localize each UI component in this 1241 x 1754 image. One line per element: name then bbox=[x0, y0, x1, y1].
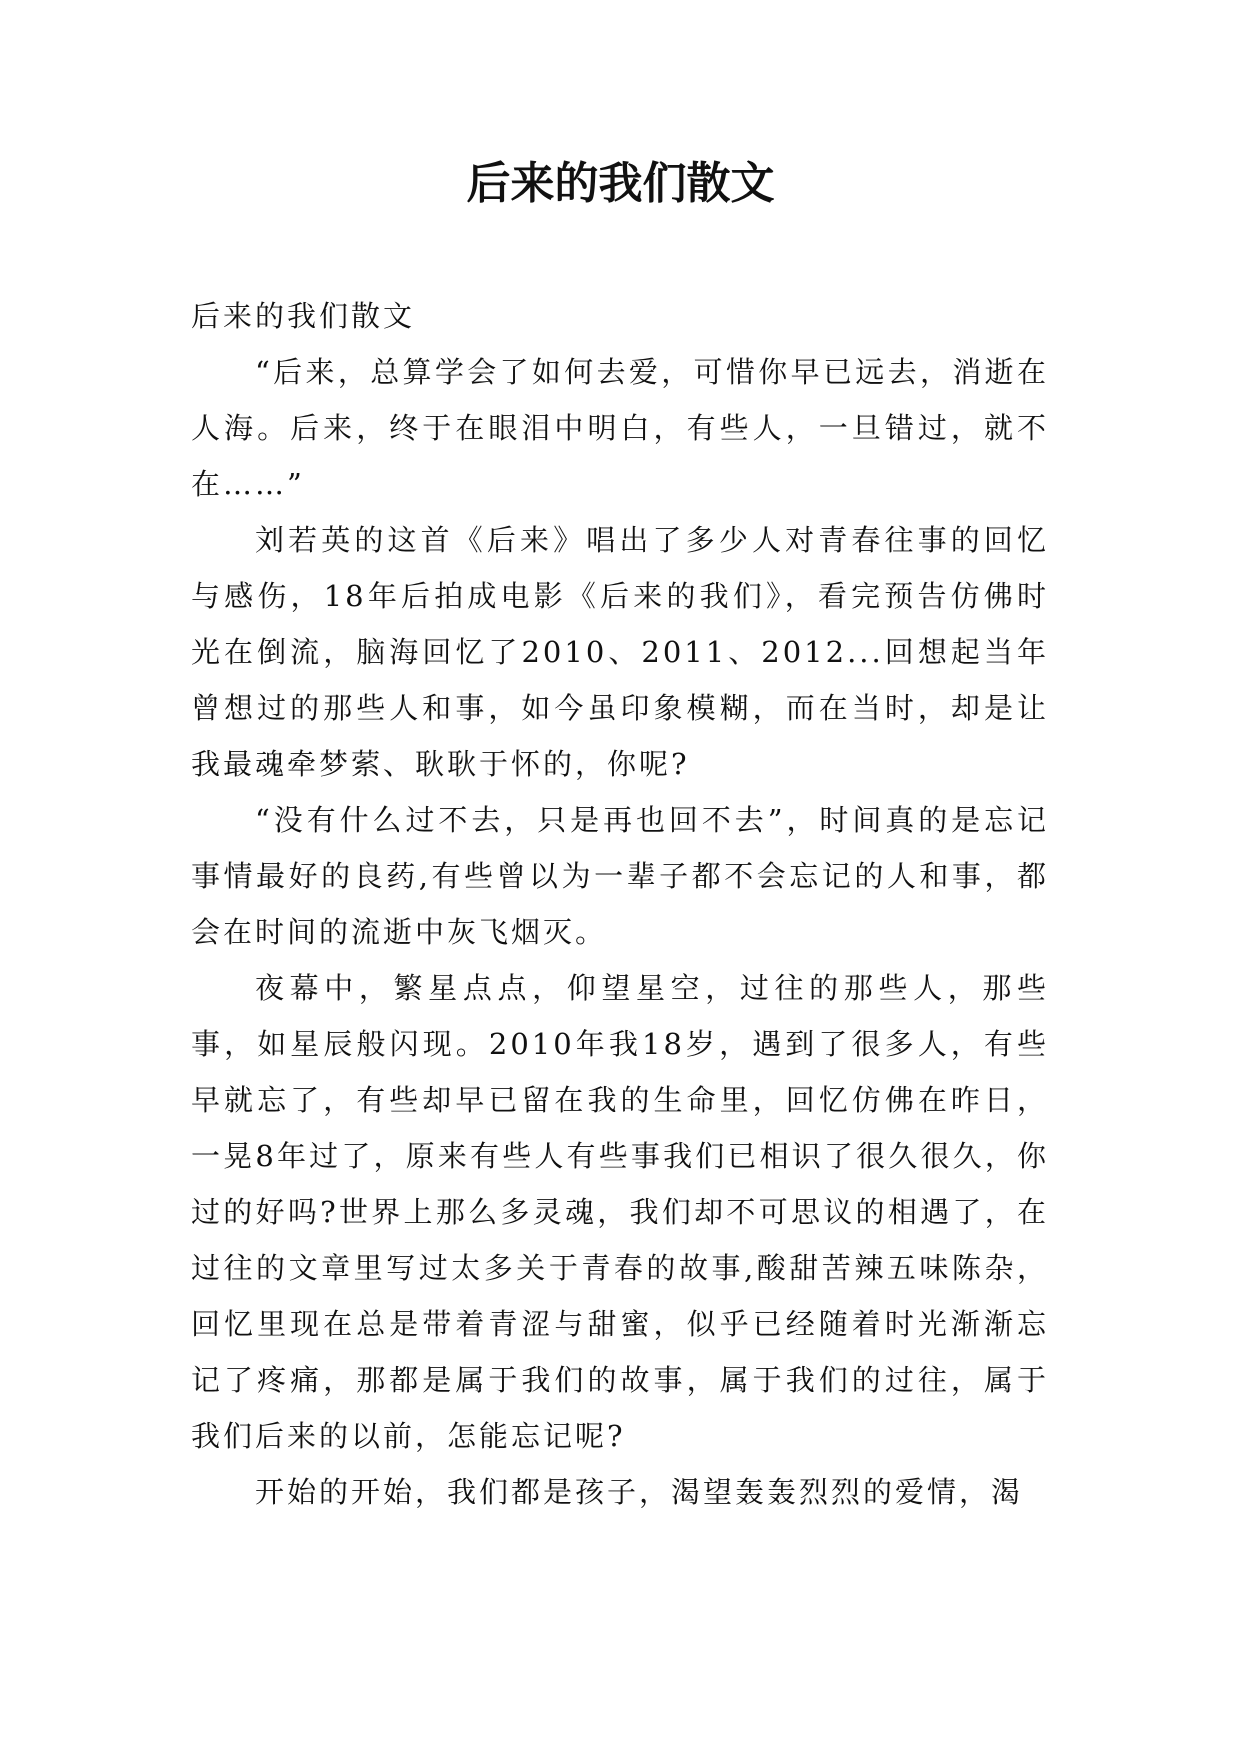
document-body bbox=[191, 288, 1049, 1520]
paragraph-song-movie: 刘若英的这首《后来》唱出了多少人对青春往事的回忆与感伤，18年后拍成电影《后来的我们》，看完预告仿佛时光在倒流，脑海回忆了2010、2011、2012...回想起当年曾想过的那些人和事，如今虽印象模糊，而在当时，却是让我最魂牵梦萦、耿耿于怀的，你呢? bbox=[191, 523, 1049, 781]
document-title: 后来的我们散文 bbox=[466, 158, 775, 209]
paragraph-time-remedy: “没有什么过不去，只是再也回不去”，时间真的是忘记事情最好的良药,有些曾以为一辈子都不会忘记的人和事，都会在时间的流逝中灰飞烟灭。 bbox=[191, 803, 1049, 949]
paragraph-quote-lyrics: “后来，总算学会了如何去爱，可惜你早已远去，消逝在人海。后来，终于在眼泪中明白，有些人，一旦错过，就不在……” bbox=[191, 355, 1049, 501]
paragraph-night-memories: 夜幕中，繁星点点，仰望星空，过往的那些人，那些事，如星辰般闪现。2010年我18岁，遇到了很多人，有些早就忘了，有些却早已留在我的生命里，回忆仿佛在昨日，一晃8年过了，原来有些人有些事我们已相识了很久很久，你过的好吗?世界上那么多灵魂，我们却不可思议的相遇了，在过往的文章里写过太多关于青春的故事,酸甜苦辣五味陈杂，回忆里现在总是带着青涩与甜蜜，似乎已经随着时光渐渐忘记了疼痛，那都是属于我们的故事，属于我们的过往，属于我们后来的以前，怎能忘记呢? bbox=[191, 971, 1049, 1453]
paragraph-heading: 后来的我们散文 bbox=[191, 299, 416, 333]
paragraph-beginning: 开始的开始，我们都是孩子，渴望轰轰烈烈的爱情，渴 bbox=[255, 1475, 1024, 1509]
